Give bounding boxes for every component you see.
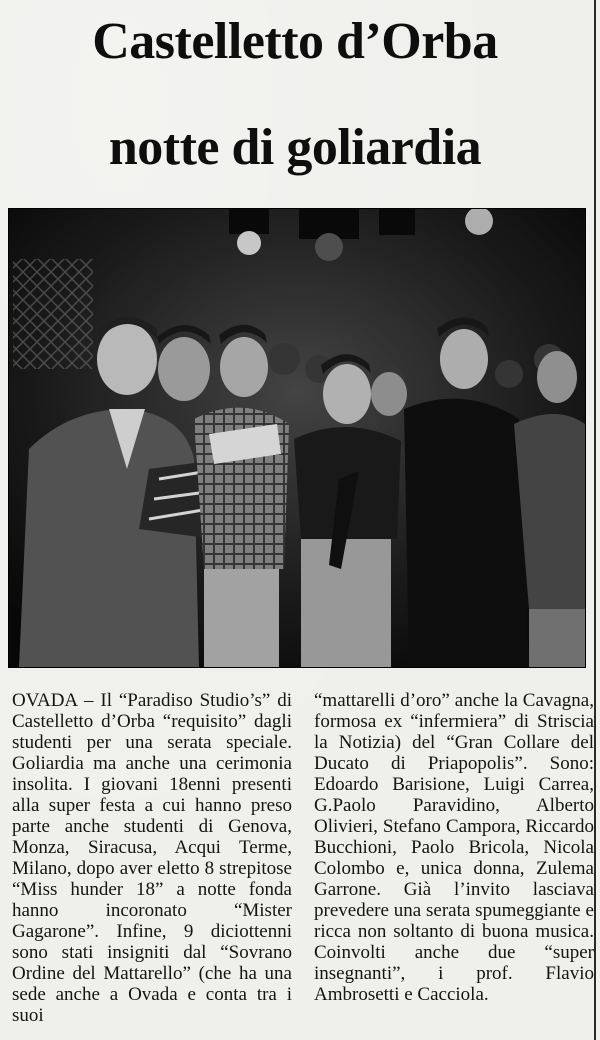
column-rule bbox=[594, 0, 596, 1040]
party-photo bbox=[8, 208, 586, 668]
article-text-left: OVADA – Il “Paradiso Studio’s” di Castelletto d’Orba “requisito” dagli studenti per una serata speciale. Goliardia ma anche una cerimonia insolita. I giovani 18enni presenti alla super festa a cui hanno preso parte anche studenti di Genova, Monza, Siracusa, Acqui Terme, Milano, dopo aver eletto 8 strepitose “Miss hunder 18” a notte fonda hanno incoronato “Mister Gagarone”. Infine, 9 diciottenni sono stati insigniti dal “Sovrano Ordine del Mattarello” (che ha una sede anche a Ovada e conta tra i suoi bbox=[12, 690, 292, 1026]
article-text-right: “mattarelli d’oro” anche la Cavagna, formosa ex “infermiera” di Striscia la Notizia) del “Gran Collare del Ducato di Priapopolis”. Sono: Edoardo Barisione, Luigi Carrea, G.Paolo Paravidino, Alberto Olivieri, Stefano Campora, Riccardo Bucchioni, Paolo Bricola, Nicola Colombo e, unica donna, Zulema Garrone. Già l’invito lasciava prevedere una serata spumeggiante e ricca non soltanto di buona musica. Coinvolti anche due “super insegnanti”, i prof. Flavio Ambrosetti e Cacciola. bbox=[314, 690, 594, 1005]
article-column-left bbox=[12, 690, 292, 1026]
headline-line-2: notte di goliardia bbox=[108, 119, 482, 176]
headline-line-1: Castelletto d’Orba bbox=[92, 13, 498, 70]
party-photo-image bbox=[9, 209, 585, 667]
article-column-right bbox=[314, 690, 594, 1005]
article-body bbox=[12, 690, 594, 1040]
